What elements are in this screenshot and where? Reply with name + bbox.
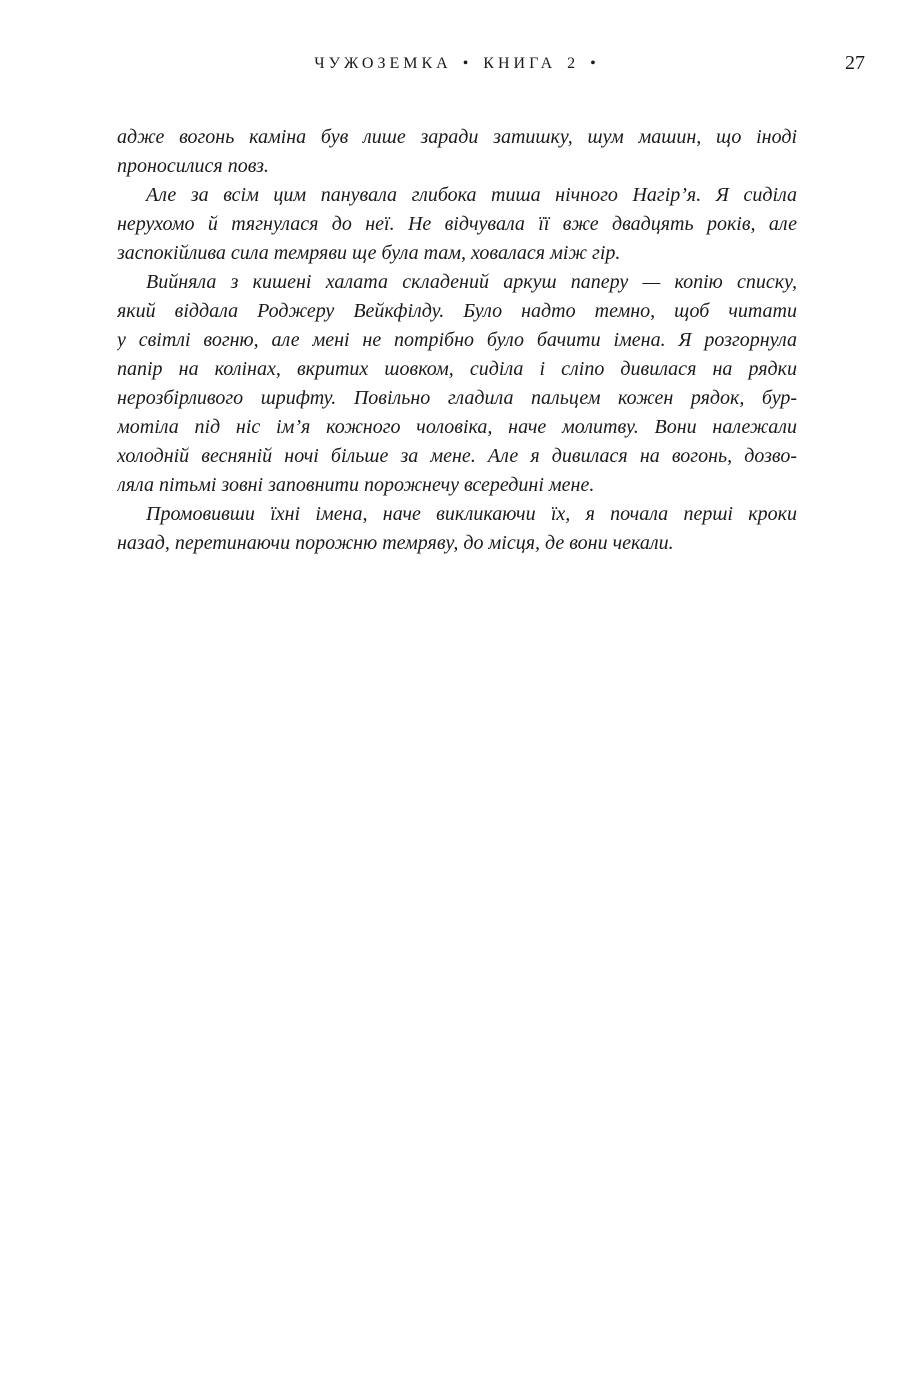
text-line: мотіла під ніс ім’я кожного чоловіка, наче молитву. Вони належали [117, 416, 797, 438]
text-line: проносилися повз. [117, 155, 269, 177]
paragraph [117, 181, 797, 268]
text-line: Промовивши їхні імена, наче викликаючи їх, я почала перші кроки [146, 503, 797, 525]
text-line: назад, перетинаючи порожню темряву, до місця, де вони чекали. [117, 532, 674, 554]
text-line: нерозбірливого шрифту. Повільно гладила пальцем кожен рядок, бур- [117, 387, 797, 409]
page-text [117, 123, 797, 558]
paragraph [117, 123, 797, 181]
paragraph [117, 268, 797, 500]
text-line: Вийняла з кишені халата складений аркуш паперу — копію списку, [146, 271, 797, 293]
text-line: заспокійлива сила темряви ще була там, ховалася між гір. [117, 242, 621, 264]
text-line: нерухомо й тягнулася до неї. Не відчувала її вже двадцять років, але [117, 213, 797, 235]
page-number: 27 [845, 52, 865, 74]
text-line: папір на колінах, вкритих шовком, сиділа і сліпо дивилася на рядки [117, 358, 797, 380]
text-line: ляла пітьмі зовні заповнити порожнечу всередині мене. [117, 474, 595, 496]
paragraph [117, 500, 797, 558]
text-line: у світлі вогню, але мені не потрібно було бачити імена. Я розгорнула [117, 329, 797, 351]
text-line: адже вогонь каміна був лише заради затишку, шум машин, що іноді [117, 126, 797, 148]
running-header-title: ЧУЖОЗЕМКА • КНИГА 2 • [314, 55, 600, 72]
text-line: який віддала Роджеру Вейкфілду. Було надто темно, щоб читати [117, 300, 797, 322]
text-line: холодній весняній ночі більше за мене. Але я дивилася на вогонь, дозво- [117, 445, 797, 467]
text-line: Але за всім цим панувала глибока тиша нічного Нагір’я. Я сиділа [146, 184, 797, 206]
